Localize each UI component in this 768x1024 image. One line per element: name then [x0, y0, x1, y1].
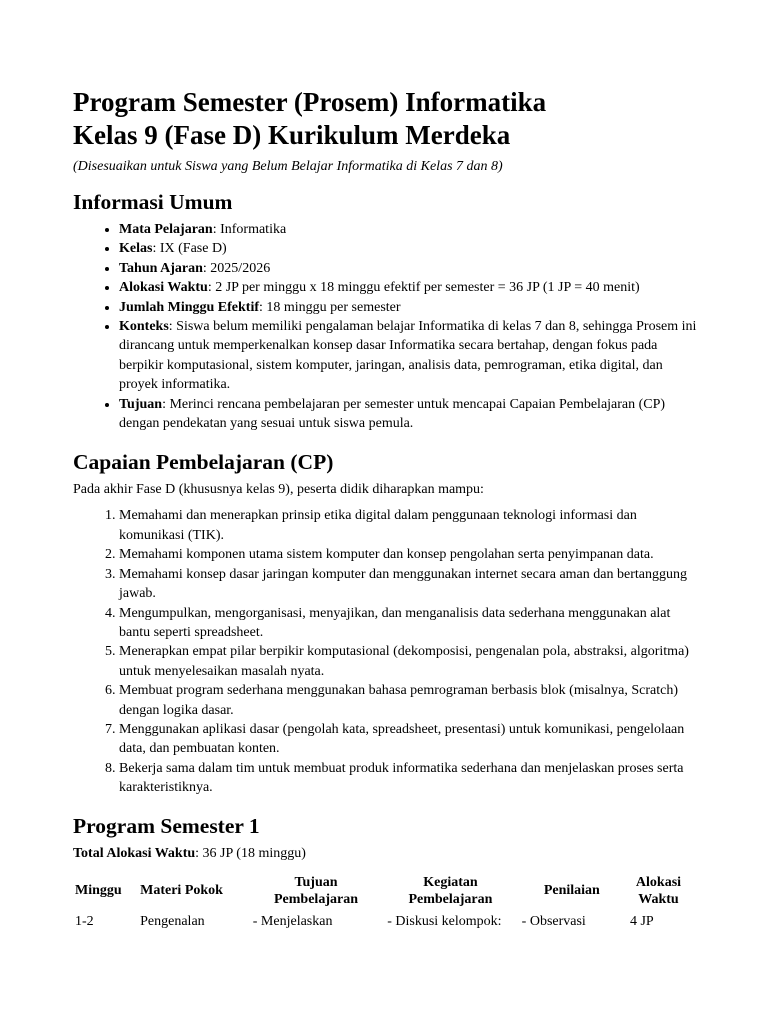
page-title [73, 0, 703, 152]
info-item [119, 259, 703, 278]
info-item-label: Kelas [119, 241, 153, 257]
column-header-penilaian: Penilaian [543, 883, 600, 899]
info-item [119, 278, 703, 297]
info-item [119, 395, 703, 434]
info-item-label: Konteks [119, 319, 169, 335]
table-cell: 1-2 [75, 913, 94, 929]
info-item-text: : 2 JP per minggu x 18 minggu efektif per semester = 36 JP (1 JP = 40 menit) [207, 280, 640, 296]
cp-lead-text: Pada akhir Fase D (khususnya kelas 9), peserta didik diharapkan mampu: [73, 482, 484, 498]
title-line-1: Program Semester (Prosem) Informatika [73, 87, 547, 117]
info-item-text: : 18 minggu per semester [259, 299, 401, 315]
info-item-label: Tahun Ajaran [119, 260, 203, 276]
info-item-text: : Informatika [212, 222, 287, 237]
info-item-label: Tujuan [119, 396, 163, 412]
cp-item: 7. Menggunakan aplikasi dasar (pengolah kata, spreadsheet, presentasi) untuk komunikasi, pengelolaan data, dan pembuatan konten. [119, 720, 703, 759]
info-item-text: : 2025/2026 [202, 260, 271, 276]
info-list [73, 220, 703, 433]
column-header-alokasi-waktu: Alokasi Waktu [635, 874, 682, 907]
total-allocation [73, 844, 703, 863]
table-row [71, 910, 691, 933]
cp-item: 1. Memahami dan menerapkan prinsip etika digital dalam penggunaan teknologi informasi dan komunikasi (TIK). [119, 506, 703, 545]
table-cell: - Diskusi kelompok: [387, 913, 502, 929]
cp-item: 2. Memahami komponen utama sistem komputer dan konsep pengolahan serta penyimpanan data. [119, 545, 703, 564]
cp-item: 5. Menerapkan empat pilar berpikir komputasional (dekomposisi, pengenalan pola, abstraksi, algoritma) untuk menyelesaikan masalah nyata. [119, 642, 703, 681]
column-header-minggu: Minggu [75, 883, 122, 899]
cp-item: 6. Membuat program sederhana menggunakan bahasa pemrograman berbasis blok (misalnya, Scratch) dengan logika dasar. [119, 681, 703, 720]
info-item-label: Mata Pelajaran [119, 222, 213, 237]
title-line-2: Kelas 9 (Fase D) Kurikulum Merdeka [73, 120, 511, 150]
semester-table [71, 872, 691, 933]
info-item-text: : IX (Fase D) [152, 241, 227, 257]
column-header-tujuan-pembelajaran: Tujuan Pembelajaran [274, 874, 358, 907]
info-item [119, 317, 703, 395]
cp-list [73, 506, 703, 797]
info-item [119, 298, 703, 317]
subtitle: (Disesuaikan untuk Siswa yang Belum Belajar Informatika di Kelas 7 dan 8) [73, 159, 503, 174]
table-cell: - Observasi [521, 913, 586, 929]
info-item-text: : Siswa belum memiliki pengalaman belajar Informatika di kelas 7 dan 8, sehingga Prosem ini dirancang untuk memperkenalkan konsep dasar Informatika secara bertahap, dengan fokus pada berpikir komputasional, sistem komputer, jaringan, analisis data, pemrograman, etika digital, dan proyek informatika. [119, 319, 697, 393]
section-heading-capaian-pembelajaran: Capaian Pembelajaran (CP) [73, 450, 334, 475]
cp-item: 8. Bekerja sama dalam tim untuk membuat produk informatika sederhana dan menjelaskan proses serta karakteristiknya. [119, 759, 703, 798]
total-allocation-label: Total Alokasi Waktu [73, 845, 196, 861]
column-header-materi-pokok: Materi Pokok [140, 883, 223, 899]
table-header-row [71, 872, 691, 910]
info-item [119, 239, 703, 258]
column-header-kegiatan-pembelajaran: Kegiatan Pembelajaran [408, 874, 493, 907]
table-cell: 4 JP [629, 913, 654, 929]
cp-item: 4. Mengumpulkan, mengorganisasi, menyajikan, dan menganalisis data sederhana menggunakan alat bantu seperti spreadsheet. [119, 604, 703, 643]
info-item-text: : Merinci rencana pembelajaran per semester untuk mencapai Capaian Pembelajaran (CP) dengan pendekatan yang sesuai untuk siswa pemula. [119, 396, 666, 432]
info-item-label: Jumlah Minggu Efektif [119, 299, 260, 315]
section-heading-program-semester-1: Program Semester 1 [73, 813, 260, 838]
total-allocation-text: : 36 JP (18 minggu) [195, 845, 306, 861]
table-cell: Pengenalan [140, 913, 205, 929]
info-item-label: Alokasi Waktu [119, 280, 208, 296]
section-heading-informasi-umum: Informasi Umum [73, 190, 233, 214]
table-cell: - Menjelaskan [252, 913, 333, 929]
info-item [119, 220, 703, 239]
cp-item: 3. Memahami konsep dasar jaringan komputer dan menggunakan internet secara aman dan bertanggung jawab. [119, 565, 703, 604]
